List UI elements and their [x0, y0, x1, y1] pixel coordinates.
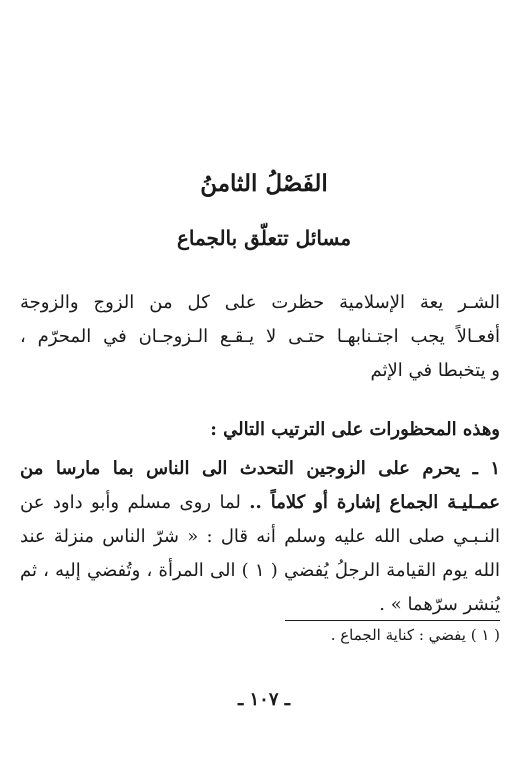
intro-paragraph — [20, 286, 500, 388]
footnote: ( ١ ) يفضي : كناية الجماع . — [330, 626, 500, 644]
page-number: ـ ١٠٧ ـ — [237, 689, 291, 710]
item-line: يُنشر سرّهما » . — [379, 594, 500, 615]
item-line-bold-part: عمـليـة الجماع إشارة أو كلاماً .. — [249, 492, 500, 513]
list-item-1 — [20, 452, 500, 622]
item-line-rest: لما روى مسلم وأبو داود عن — [20, 492, 250, 513]
item-line — [20, 486, 500, 520]
list-heading: وهذه المحظورات على الترتيب التالي : — [210, 419, 500, 440]
item-line: النـبـي صلى الله عليه وسلم أنه قال : « شرّ الناس منزلة عند — [20, 526, 500, 547]
footnote-divider — [285, 620, 500, 621]
intro-line: و يتخبطا في الإثم — [370, 360, 500, 381]
chapter-subtitle: مسائل تتعلّق بالجماع — [176, 226, 352, 250]
intro-line: الشـر يعة الإسلامية حظرت على كل من الزوج والزوجة — [20, 292, 500, 313]
intro-line: أفعـالاً يجب اجتـنابهـا حتـى لا يـقـع الـزوجـان في المحرّم ، — [20, 326, 500, 347]
item-line: ١ ـ يحرم على الزوجين التحدث الى الناس بما مارسا من — [20, 458, 500, 479]
chapter-title: الفَصْلُ الثامنُ — [200, 170, 328, 197]
item-line: الله يوم القيامة الرجلُ يُفضي ( ١ ) الى المرأة ، وتُفضي إليه ، ثم — [20, 560, 500, 581]
